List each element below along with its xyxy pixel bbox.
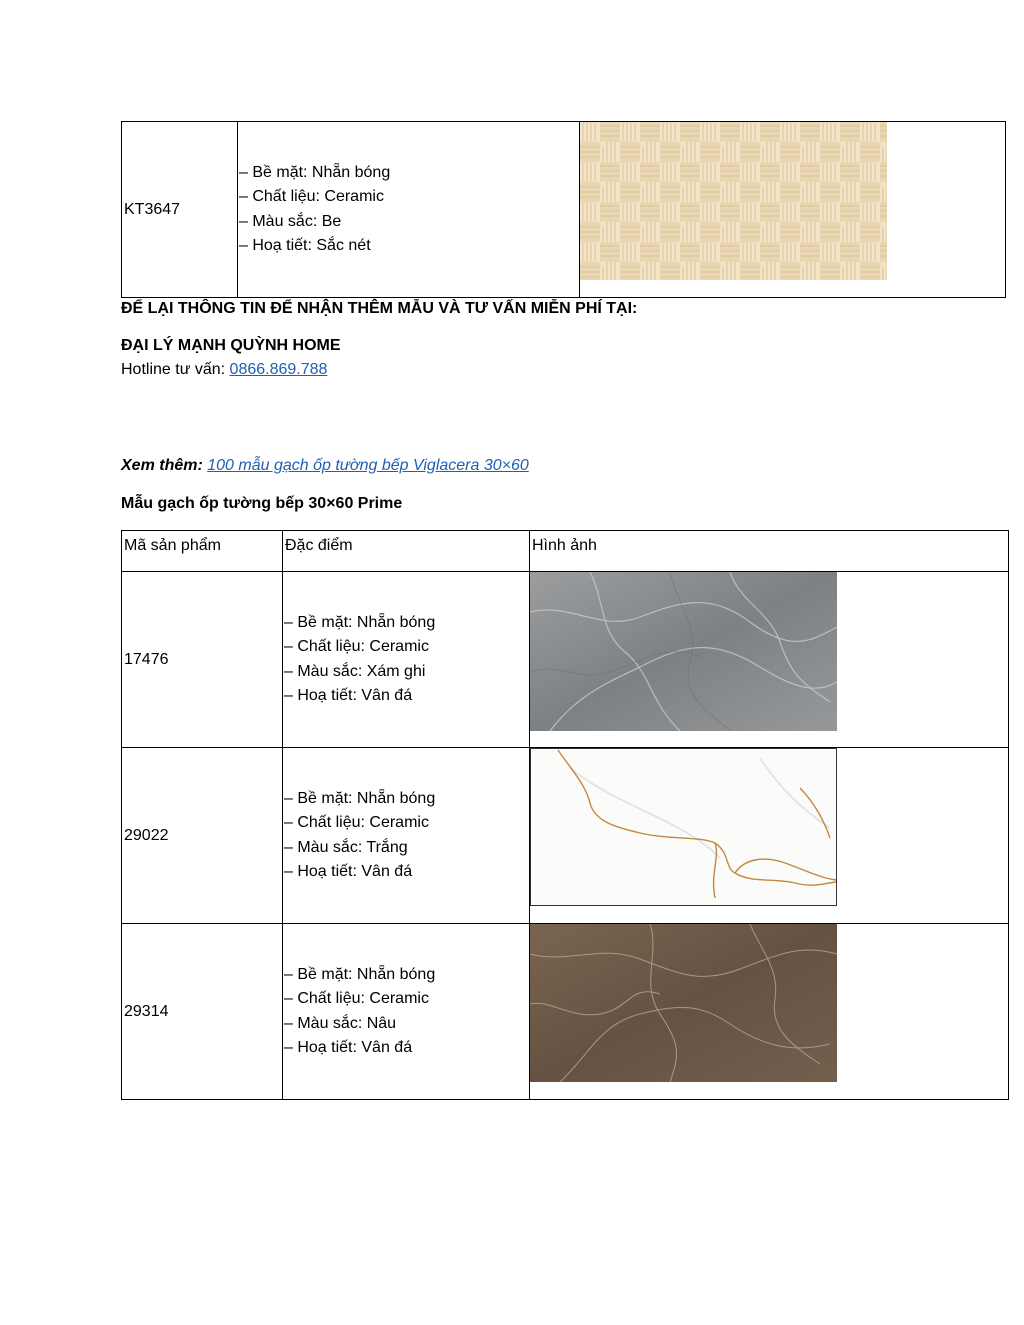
spec-color: – Màu sắc: Be [239, 212, 342, 230]
header-image: Hình ảnh [530, 531, 1009, 572]
product-specs [238, 122, 580, 298]
spec-surface: – Bề mặt: Nhẵn bóng [284, 789, 436, 807]
table-header-row [122, 531, 1009, 572]
prime-section-title: Mẫu gạch ốp tường bếp 30×60 Prime [121, 495, 403, 512]
product-specs [283, 748, 530, 924]
product-specs [283, 924, 530, 1100]
spec-pattern: – Hoạ tiết: Sắc nét [239, 237, 371, 254]
header-code: Mã sản phẩm [122, 531, 283, 572]
spec-color: – Màu sắc: Xám ghi [284, 662, 426, 680]
hotline-link[interactable]: 0866.869.788 [229, 361, 328, 378]
prime-product-table [121, 530, 1009, 1100]
product-image-cell [530, 924, 1009, 1100]
table-row [122, 122, 1006, 298]
product-image-cell [580, 122, 1006, 298]
hotline-label: Hotline tư vấn: [121, 361, 230, 378]
grey-marble-tile-image [530, 572, 837, 731]
top-product-table [121, 121, 1006, 298]
white-gold-marble-tile-image [530, 748, 837, 906]
spec-surface: – Bề mặt: Nhẵn bóng [284, 613, 436, 631]
spec-color: – Màu sắc: Nâu [284, 1014, 397, 1032]
product-code: 17476 [122, 572, 283, 748]
spec-pattern: – Hoạ tiết: Vân đá [284, 863, 413, 880]
table-row [122, 924, 1009, 1100]
product-code: KT3647 [122, 122, 238, 298]
spec-material: – Chất liệu: Ceramic [284, 814, 429, 831]
spec-surface: – Bề mặt: Nhẵn bóng [239, 163, 391, 181]
brown-marble-tile-image [530, 924, 837, 1082]
spec-material: – Chất liệu: Ceramic [284, 990, 429, 1007]
spec-pattern: – Hoạ tiết: Vân đá [284, 687, 413, 704]
beige-weave-tile-image [580, 122, 887, 280]
see-more-link[interactable]: 100 mẫu gạch ốp tường bếp Viglacera 30×60 [207, 457, 529, 474]
product-image-cell [530, 748, 1009, 924]
spec-color: – Màu sắc: Trắng [284, 838, 408, 856]
table-row [122, 572, 1009, 748]
product-code: 29314 [122, 924, 283, 1100]
spec-pattern: – Hoạ tiết: Vân đá [284, 1039, 413, 1056]
see-more-label: Xem thêm: [121, 457, 203, 474]
product-specs [283, 572, 530, 748]
spec-material: – Chất liệu: Ceramic [284, 638, 429, 655]
spec-surface: – Bề mặt: Nhẵn bóng [284, 965, 436, 983]
table-row [122, 748, 1009, 924]
contact-heading: ĐỂ LẠI THÔNG TIN ĐỂ NHẬN THÊM MẪU VÀ TƯ VẤN MIỄN PHÍ TẠI: [121, 300, 638, 317]
header-features: Đặc điểm [283, 531, 530, 572]
product-code: 29022 [122, 748, 283, 924]
agency-name: ĐẠI LÝ MẠNH QUỲNH HOME [121, 337, 341, 354]
hotline-line [121, 361, 327, 379]
spec-material: – Chất liệu: Ceramic [239, 188, 384, 205]
see-more-line [121, 457, 529, 475]
product-image-cell [530, 572, 1009, 748]
